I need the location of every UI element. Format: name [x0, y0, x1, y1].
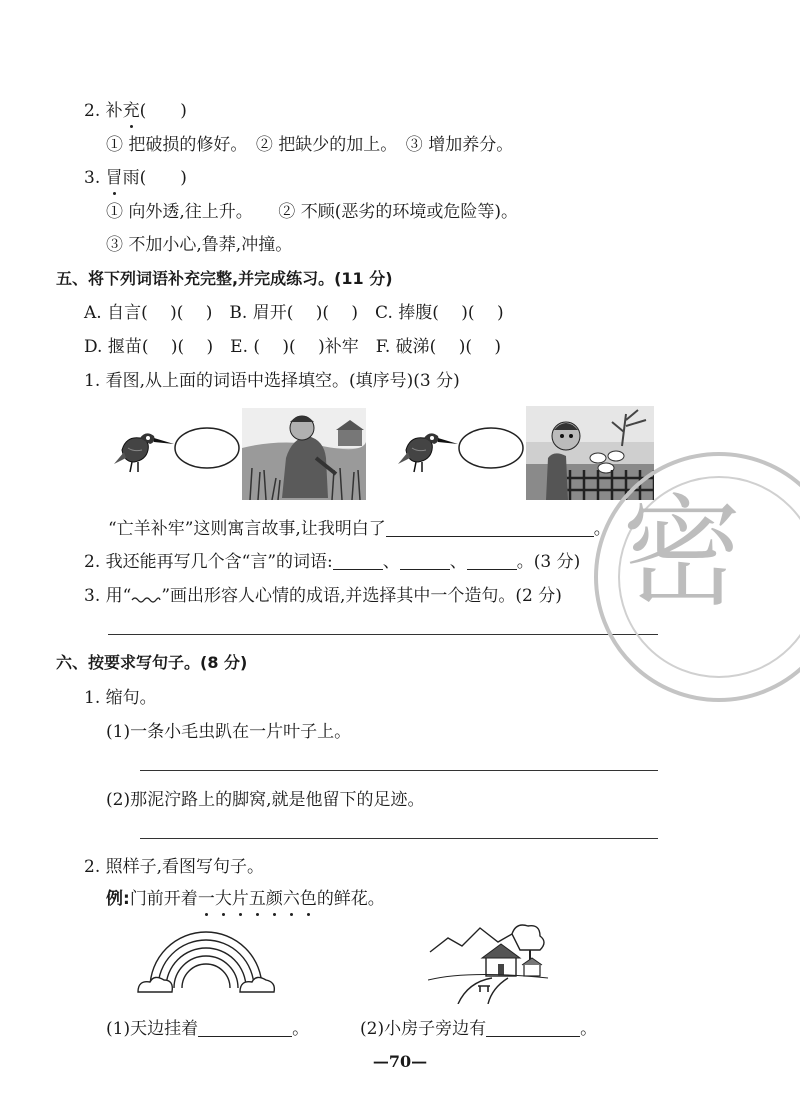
- answer-line[interactable]: [140, 838, 658, 839]
- answer-line[interactable]: [108, 634, 658, 635]
- wavy-underline-icon: [131, 589, 161, 603]
- dotted-char: 冒: [105, 168, 123, 188]
- confidential-stamp: [594, 452, 800, 702]
- section-5-q3: 3. 用“ ”画出形容人心情的成语,并选择其中一个造句。(2 分): [84, 586, 562, 606]
- answer-blank[interactable]: [486, 1020, 580, 1037]
- answer-blank[interactable]: [386, 520, 594, 537]
- answer-blank[interactable]: [400, 553, 450, 570]
- section-6-q1: 1. 缩句。: [84, 688, 157, 708]
- question-2-options: ① 把破损的修好。 ② 把缺少的加上。 ③ 增加养分。: [106, 135, 514, 155]
- answer-blank[interactable]: [467, 553, 517, 570]
- picture-sentence-1: (1)天边挂着 。: [106, 1019, 310, 1039]
- section-6-q2: 2. 照样子,看图写句子。: [84, 857, 265, 877]
- section-5-q1: 1. 看图,从上面的词语中选择填空。(填序号)(3 分): [84, 371, 460, 391]
- lesson-sentence: “亡羊补牢”这则寓言故事,让我明白了 。: [108, 519, 611, 539]
- answer-line[interactable]: [140, 770, 658, 771]
- word-row-2: D. 揠苗( )( ) E. ( )( )补牢 F. 破涕( )( ): [84, 337, 502, 357]
- question-2: 2. 补充( ): [84, 101, 187, 121]
- question-3-options-2: ③ 不加小心,鲁莽,冲撞。: [106, 235, 293, 255]
- rainbow-image: [136, 922, 276, 1004]
- bird-speech-icon-2: [396, 408, 524, 478]
- dotted-char: 充: [122, 101, 140, 121]
- stamp-character: 密: [622, 484, 742, 623]
- word-row-1: A. 自言( )( ) B. 眉开( )( ) C. 捧腹( )( ): [84, 303, 504, 323]
- question-3: 3. 冒雨( ): [84, 168, 187, 188]
- answer-blank[interactable]: [333, 553, 383, 570]
- sentence-1: (1)一条小毛虫趴在一片叶子上。: [106, 722, 352, 742]
- question-3-options-1: ① 向外透,往上升。 ② 不顾(恶劣的环境或危险等)。: [106, 202, 518, 222]
- section-5-title: 五、将下列词语补充完整,并完成练习。(11 分): [56, 269, 393, 288]
- picture-sentence-2: (2)小房子旁边有 。: [360, 1019, 598, 1039]
- page-number: —70—: [372, 1052, 428, 1071]
- sentence-2: (2)那泥泞路上的脚窝,就是他留下的足迹。: [106, 790, 425, 810]
- section-6-title: 六、按要求写句子。(8 分): [56, 653, 248, 672]
- small-house-image: [428, 920, 552, 1004]
- bird-speech-icon: [112, 408, 240, 478]
- farmer-pulling-seedlings-image: [242, 408, 366, 500]
- example-sentence: 例:门前开着一大片五颜六色的鲜花。: [106, 889, 385, 909]
- section-5-q2: 2. 我还能再写几个含“言”的词语: 、 、 。(3 分): [84, 552, 581, 572]
- answer-blank[interactable]: [198, 1020, 292, 1037]
